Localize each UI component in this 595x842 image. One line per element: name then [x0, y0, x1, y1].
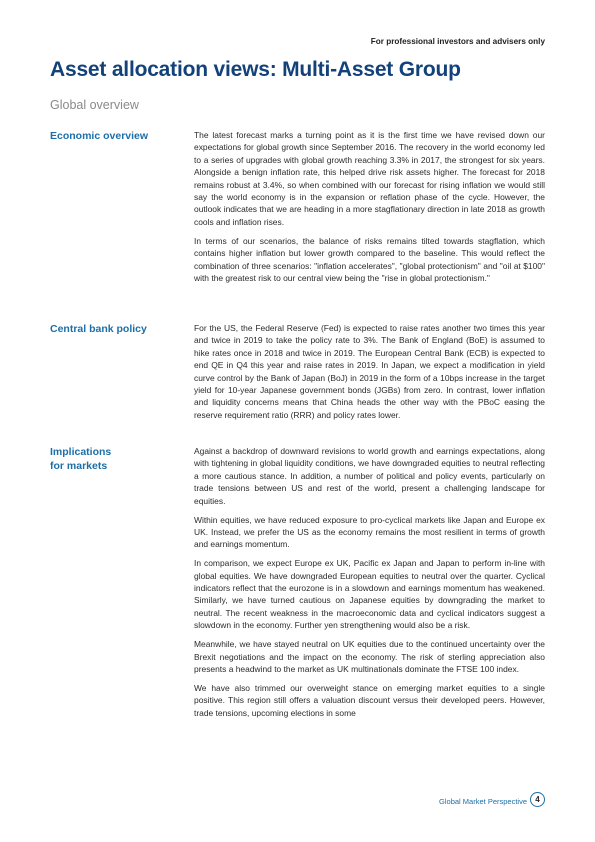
paragraph: Meanwhile, we have stayed neutral on UK equities due to the continued uncertainty over the Brexit negotiations and the impact on the economy. The risk of sterling appreciation also presents a headwind to the market as UK multinationals dominate the FTSE 100 index. [194, 639, 545, 674]
paragraph: Against a backdrop of downward revisions to world growth and earnings expectations, along with tightening in global liquidity conditions, we have downgraded equities to neutral reflecting a more cautious stance. In addition, a number of political and policy events, particularly on trade tensions between US and rest of the world, present a challenging landscape for equities. [194, 446, 545, 506]
paragraph: The latest forecast marks a turning point as it is the first time we have revised down our expectations for global growth since September 2016. The recovery in the world economy led to a series of upgrades with global growth reaching 3.3% in 2017, the strongest for six years. Alongside a benign inflation rate, this helped drive risk assets higher. The forecast for 2018 remains robust at 3.4%, so when combined with our forecast for rising inflation we would still say the world economy is in the expansion or reflation phase of the cycle. However, the outlook indicates that we are heading in a more stagflationary direction in late 2018 as growth cools and inflation rises. [194, 130, 545, 227]
paragraph: In comparison, we expect Europe ex UK, Pacific ex Japan and Japan to perform in-line with global equities. We have downgraded European equities to neutral over the quarter. Cyclical indicators reflect that the eurozone is in a slowdown and earnings momentum has weakened. Similarly, we have turned cautious on Japanese equities by downgrading the market to neutral. The recent weakness in the macroeconomic data and cyclical indicators suggest a slowdown in the economy. Further yen strengthening would also be a risk. [194, 558, 545, 631]
paragraph: In terms of our scenarios, the balance of risks remains tilted towards stagflation, which contains higher inflation but lower growth compared to the baseline. This would reflect the combination of three scenarios: "inflation accelerates", "global protectionism" and "oil at $100" with the greatest risk to our central view being the "rise in global protectionism." [194, 235, 545, 283]
section-heading: Economic overview [50, 130, 149, 142]
section-heading: Central bank policy [50, 323, 147, 335]
section-body [194, 445, 545, 726]
section-heading-line: for markets [50, 460, 108, 472]
audience-note: For professional investors and advisers only [370, 37, 545, 46]
page-title: Asset allocation views: Multi-Asset Group [50, 58, 461, 81]
paragraph: For the US, the Federal Reserve (Fed) is expected to raise rates another two times this year and twice in 2019 to take the policy rate to 3%. The Bank of England (BoE) is assumed to hike rates once in 2018 and twice in 2019. The European Central Bank (ECB) is expected to end QE in Q4 this year and raise rates in 2019. In Japan, we expect a modification in yield curve control by the Bank of Japan (BoJ) in 2019 in the form of a 10bps increase in the target yield for 10-year Japanese government bonds (JGBs) from zero. In contrast, lower inflation and liquidity concerns means that China heads the other way with the PBoC easing the reserve requirement ratio (RRR) and policy rates lower. [194, 323, 545, 420]
page-number: 4 [535, 795, 540, 804]
section-body [194, 129, 545, 291]
footer-publication-name: Global Market Perspective [439, 797, 527, 806]
paragraph: Within equities, we have reduced exposure to pro-cyclical markets like Japan and Europe ex UK. Instead, we prefer the US as the economy remains the most resilient in terms of growth and earnings momentum. [194, 514, 545, 550]
paragraph: We have also trimmed our overweight stance on emerging market equities to a single positive. This region still offers a valuation discount versus their developed peers. However, trade tensions, upcoming elections in some [194, 682, 545, 718]
section-body [194, 322, 545, 428]
page-number-badge [530, 792, 545, 807]
section-heading-line: Implications [50, 446, 112, 458]
page-subtitle: Global overview [50, 98, 139, 112]
section-heading [50, 445, 170, 473]
